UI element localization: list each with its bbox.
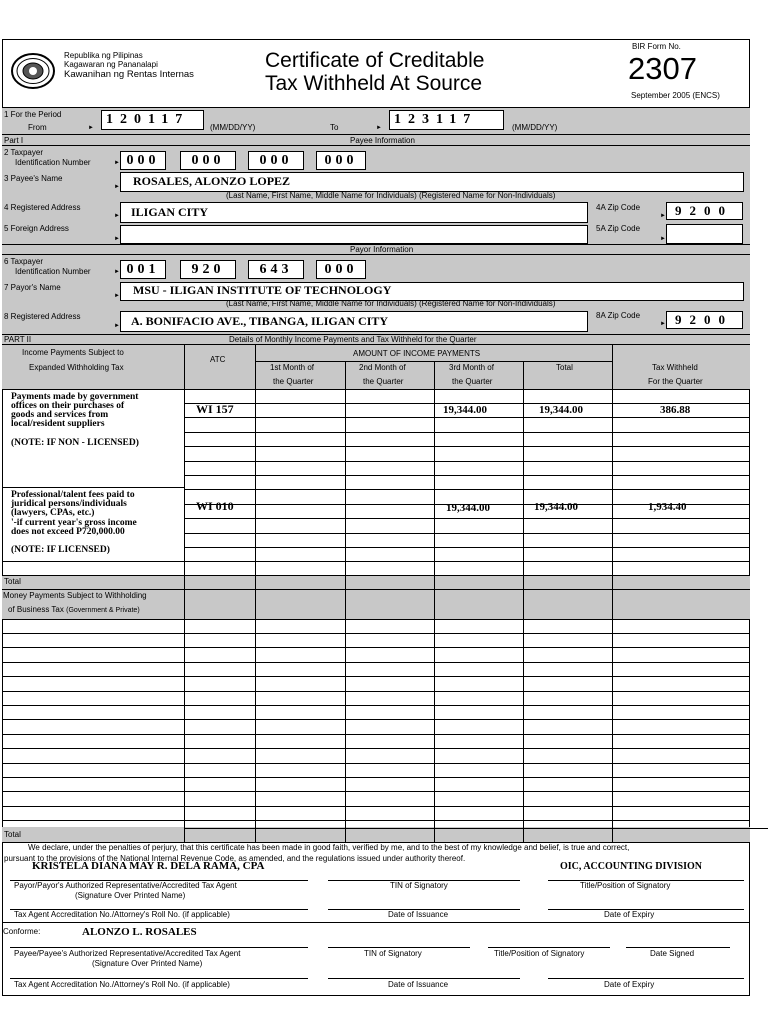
payor-name-label: 7 Payor's Name bbox=[4, 283, 61, 292]
from-format: (MM/DD/YY) bbox=[210, 123, 256, 132]
table-row-line bbox=[184, 828, 768, 829]
payor-address-label: 8 Registered Address bbox=[4, 312, 81, 321]
col-total: Total bbox=[556, 363, 573, 372]
payor-tin-part-2[interactable]: 920 bbox=[180, 260, 236, 279]
signature-line bbox=[626, 947, 730, 948]
header-bottom-line bbox=[2, 389, 750, 390]
col-line bbox=[345, 361, 346, 842]
payee-tin-part-1[interactable]: 000 bbox=[120, 151, 166, 170]
table-row-line bbox=[184, 533, 750, 534]
bir-seal-icon bbox=[10, 52, 56, 90]
title-signatory-label-2: Title/Position of Signatory bbox=[494, 949, 585, 958]
header-sub-line bbox=[255, 361, 612, 362]
row2-desc-5: does not exceed P720,000.00 bbox=[11, 527, 125, 537]
payor-zip-field[interactable]: 9200 bbox=[666, 311, 743, 329]
payee-name-note: (Last Name, First Name, Middle Name for Individuals) (Registered Name for Non-Individuals) bbox=[226, 191, 556, 200]
part2-label: PART II bbox=[4, 335, 32, 344]
col-line bbox=[612, 345, 613, 842]
row2-desc-1: Professional/talent fees paid to bbox=[11, 490, 135, 500]
col-tax-line-2: For the Quarter bbox=[648, 377, 703, 386]
part1-label: Part I bbox=[4, 136, 24, 145]
payor-tin-part-4[interactable]: 000 bbox=[316, 260, 366, 279]
payee-sig-printed: (Signature Over Printed Name) bbox=[92, 959, 203, 968]
row1-desc-3: goods and services from bbox=[11, 410, 109, 420]
col-atc: ATC bbox=[210, 355, 226, 364]
table-row-line bbox=[2, 748, 750, 749]
total-label-2: Total bbox=[4, 830, 21, 839]
table-row-line bbox=[2, 662, 750, 663]
col-line bbox=[184, 345, 185, 842]
section-divider bbox=[2, 922, 750, 923]
table-bottom-line bbox=[2, 842, 750, 843]
table-row-line bbox=[2, 647, 750, 648]
payee-name-value: ROSALES, ALONZO LOPEZ bbox=[133, 174, 291, 188]
col-line bbox=[523, 361, 524, 842]
payor-signatory-name: KRISTELA DIANA MAY R. DELA RAMA, CPA bbox=[32, 860, 265, 872]
payee-tin-part-3[interactable]: 000 bbox=[248, 151, 304, 170]
agent-accreditation-label: Tax Agent Accreditation No./Attorney's Roll No. (if applicable) bbox=[14, 910, 230, 919]
total-row-2 bbox=[2, 827, 750, 842]
row2-desc-4: '-if current year's gross income bbox=[11, 518, 137, 528]
row2-atc: WI 010 bbox=[196, 499, 234, 513]
payee-tin-label-1: 2 Taxpayer bbox=[4, 148, 43, 157]
agency-line-3: Kawanihan ng Rentas Internas bbox=[64, 69, 194, 80]
period-label: 1 For the Period bbox=[4, 110, 62, 119]
table-row-line bbox=[184, 547, 750, 548]
arrow-icon: ► bbox=[114, 236, 120, 242]
col-income-line-2: Expanded Withholding Tax bbox=[29, 363, 124, 372]
table-row-line bbox=[2, 633, 750, 634]
period-to-field[interactable]: 123117 bbox=[389, 110, 504, 130]
foreign-address-field[interactable] bbox=[120, 225, 588, 244]
total-row-1 bbox=[2, 575, 750, 589]
col-m2-line-1: 2nd Month of bbox=[359, 363, 406, 372]
table-row-line bbox=[2, 734, 750, 735]
foreign-zip-field[interactable] bbox=[666, 224, 743, 244]
payor-zip-label: 8A Zip Code bbox=[596, 311, 641, 320]
payee-zip-label: 4A Zip Code bbox=[596, 203, 641, 212]
table-row-line bbox=[184, 518, 750, 519]
table-row-line bbox=[184, 461, 750, 462]
table-row-line bbox=[2, 820, 750, 821]
col-m1-line-2: the Quarter bbox=[273, 377, 314, 386]
table-row-line bbox=[2, 575, 750, 576]
arrow-icon: ► bbox=[114, 293, 120, 299]
money-payments-line-2: of Business Tax (Government & Private) bbox=[8, 605, 140, 614]
form-no-label: BIR Form No. bbox=[632, 42, 681, 51]
payee-tin-part-4[interactable]: 000 bbox=[316, 151, 366, 170]
signature-line bbox=[548, 978, 744, 979]
date-expiry-label-2: Date of Expiry bbox=[604, 980, 655, 989]
payor-name-note: (Last Name, First Name, Middle Name for Individuals) (Registered Name for Non-Individuals) bbox=[226, 299, 556, 308]
to-format: (MM/DD/YY) bbox=[512, 123, 558, 132]
table-row-line bbox=[2, 691, 750, 692]
arrow-icon: ► bbox=[114, 184, 120, 190]
signature-line bbox=[10, 947, 308, 948]
title-signatory-label: Title/Position of Signatory bbox=[580, 881, 671, 890]
row1-desc-4: local/resident suppliers bbox=[11, 419, 105, 429]
arrow-icon: ► bbox=[88, 125, 94, 131]
arrow-icon: ► bbox=[114, 323, 120, 329]
row1-desc-1: Payments made by government bbox=[11, 392, 139, 402]
row1-note: (NOTE: IF NON - LICENSED) bbox=[11, 438, 139, 448]
payor-tin-part-3[interactable]: 643 bbox=[248, 260, 304, 279]
foreign-address-label: 5 Foreign Address bbox=[4, 224, 69, 233]
table-row-line bbox=[184, 446, 750, 447]
col-line bbox=[255, 345, 256, 842]
col-m3-line-2: the Quarter bbox=[452, 377, 493, 386]
date-expiry-label: Date of Expiry bbox=[604, 910, 655, 919]
foreign-zip-label: 5A Zip Code bbox=[596, 224, 641, 233]
table-row-line bbox=[184, 475, 750, 476]
table-row-line bbox=[2, 719, 750, 720]
signature-line bbox=[10, 978, 308, 979]
table-row-line bbox=[2, 561, 184, 562]
agency-line-2: Kagawaran ng Pananalapi bbox=[64, 60, 158, 69]
period-from-field[interactable]: 120117 bbox=[101, 110, 204, 130]
arrow-icon: ► bbox=[660, 321, 666, 327]
table-row-line bbox=[184, 417, 750, 418]
row2-desc-2: juridical persons/individuals bbox=[11, 499, 127, 509]
agent-accreditation-label-2: Tax Agent Accreditation No./Attorney's Roll No. (if applicable) bbox=[14, 980, 230, 989]
row2-total: 19,344.00 bbox=[534, 501, 578, 513]
part2-title: Details of Monthly Income Payments and Tax Withheld for the Quarter bbox=[229, 335, 477, 344]
form-number: 2307 bbox=[628, 51, 697, 86]
arrow-icon: ► bbox=[114, 213, 120, 219]
date-issuance-label: Date of Issuance bbox=[388, 910, 449, 919]
table-row-line bbox=[2, 763, 750, 764]
payee-tin-part-2[interactable]: 000 bbox=[180, 151, 236, 170]
payor-tin-part-1[interactable]: 001 bbox=[120, 260, 166, 279]
table-row-line bbox=[2, 705, 750, 706]
signature-line bbox=[328, 978, 520, 979]
conforme-label: Conforme: bbox=[3, 927, 41, 936]
tin-signatory-label-2: TIN of Signatory bbox=[364, 949, 422, 958]
form-version: September 2005 (ENCS) bbox=[631, 91, 720, 100]
table-row-line bbox=[184, 432, 750, 433]
declaration-line-1: We declare, under the penalties of perjury, that this certificate has been made in good faith, verified by me, and to the best of my knowledge and belief, is true and correct, bbox=[28, 844, 630, 852]
total-label-1: Total bbox=[4, 577, 21, 586]
date-issuance-label-2: Date of Issuance bbox=[388, 980, 449, 989]
payor-tin-label-1: 6 Taxpayer bbox=[4, 257, 43, 266]
payor-sig-printed: (Signature Over Printed Name) bbox=[75, 891, 186, 900]
from-label: From bbox=[28, 123, 47, 132]
payee-address-label: 4 Registered Address bbox=[4, 203, 81, 212]
table-row-line bbox=[2, 791, 750, 792]
row2-tax: 1,934.40 bbox=[648, 501, 687, 513]
table-row-line bbox=[2, 487, 184, 488]
payee-name-label: 3 Payee's Name bbox=[4, 174, 63, 183]
form-title-line-2: Tax Withheld At Source bbox=[265, 72, 483, 95]
payor-tin-label-2: Identification Number bbox=[15, 267, 91, 276]
col-m1-line-1: 1st Month of bbox=[270, 363, 315, 372]
table-row-line bbox=[2, 619, 750, 620]
col-m2-line-2: the Quarter bbox=[363, 377, 404, 386]
declaration-line-2: pursuant to the provisions of the National Internal Revenue Code, as amended, and the regulations issued under authority thereof. bbox=[4, 854, 466, 863]
to-label: To bbox=[330, 123, 339, 132]
payor-name-value: MSU - ILIGAN INSTITUTE OF TECHNOLOGY bbox=[133, 283, 392, 297]
row1-desc-2: offices on their purchases of bbox=[11, 401, 125, 411]
col-income-line-1: Income Payments Subject to bbox=[22, 348, 124, 357]
table-row-line bbox=[184, 489, 750, 490]
table-row-line bbox=[2, 589, 750, 590]
col-m3-line-1: 3rd Month of bbox=[449, 363, 494, 372]
payee-zip-field[interactable]: 9200 bbox=[666, 202, 743, 220]
payee-address-value: ILIGAN CITY bbox=[131, 205, 209, 219]
payor-sig-label: Payor/Payor's Authorized Representative/Accredited Tax Agent bbox=[14, 881, 237, 890]
payee-tin-label-2: Identification Number bbox=[15, 158, 91, 167]
payor-signatory-title: OIC, ACCOUNTING DIVISION bbox=[560, 861, 702, 872]
col-amount: AMOUNT OF INCOME PAYMENTS bbox=[353, 349, 481, 358]
signature-line bbox=[488, 947, 610, 948]
arrow-icon: ► bbox=[660, 213, 666, 219]
row2-note: (NOTE: IF LICENSED) bbox=[11, 545, 110, 555]
arrow-icon: ► bbox=[114, 269, 120, 275]
row2-desc-3: (lawyers, CPAs, etc.) bbox=[11, 508, 95, 518]
col-line bbox=[434, 361, 435, 842]
table-row-line bbox=[2, 777, 750, 778]
row1-atc: WI 157 bbox=[196, 402, 234, 416]
money-payments-line-1: Money Payments Subject to Withholding bbox=[3, 591, 147, 600]
tin-signatory-label: TIN of Signatory bbox=[390, 881, 448, 890]
row1-tax: 386.88 bbox=[660, 404, 691, 416]
row1-m3: 19,344.00 bbox=[443, 404, 487, 416]
row1-total: 19,344.00 bbox=[539, 404, 583, 416]
payor-address-value: A. BONIFACIO AVE., TIBANGA, ILIGAN CITY bbox=[131, 314, 389, 328]
agency-line-1: Republika ng Pilipinas bbox=[64, 51, 143, 60]
form-title-line-1: Certificate of Creditable bbox=[265, 49, 485, 72]
signature-line bbox=[328, 947, 470, 948]
table-row-line bbox=[2, 676, 750, 677]
payee-section-title: Payee Information bbox=[350, 136, 415, 145]
payee-signatory-name: ALONZO L. ROSALES bbox=[82, 926, 197, 938]
payee-sig-label: Payee/Payee's Authorized Representative/Accredited Tax Agent bbox=[14, 949, 241, 958]
table-row-line bbox=[184, 561, 750, 562]
arrow-icon: ► bbox=[376, 125, 382, 131]
arrow-icon: ► bbox=[114, 160, 120, 166]
payor-section-title: Payor Information bbox=[350, 245, 414, 254]
date-signed-label: Date Signed bbox=[650, 949, 695, 958]
row2-m3: 19,344.00 bbox=[446, 502, 490, 514]
arrow-icon: ► bbox=[660, 236, 666, 242]
col-tax-line-1: Tax Withheld bbox=[652, 363, 698, 372]
table-row-line bbox=[2, 806, 750, 807]
